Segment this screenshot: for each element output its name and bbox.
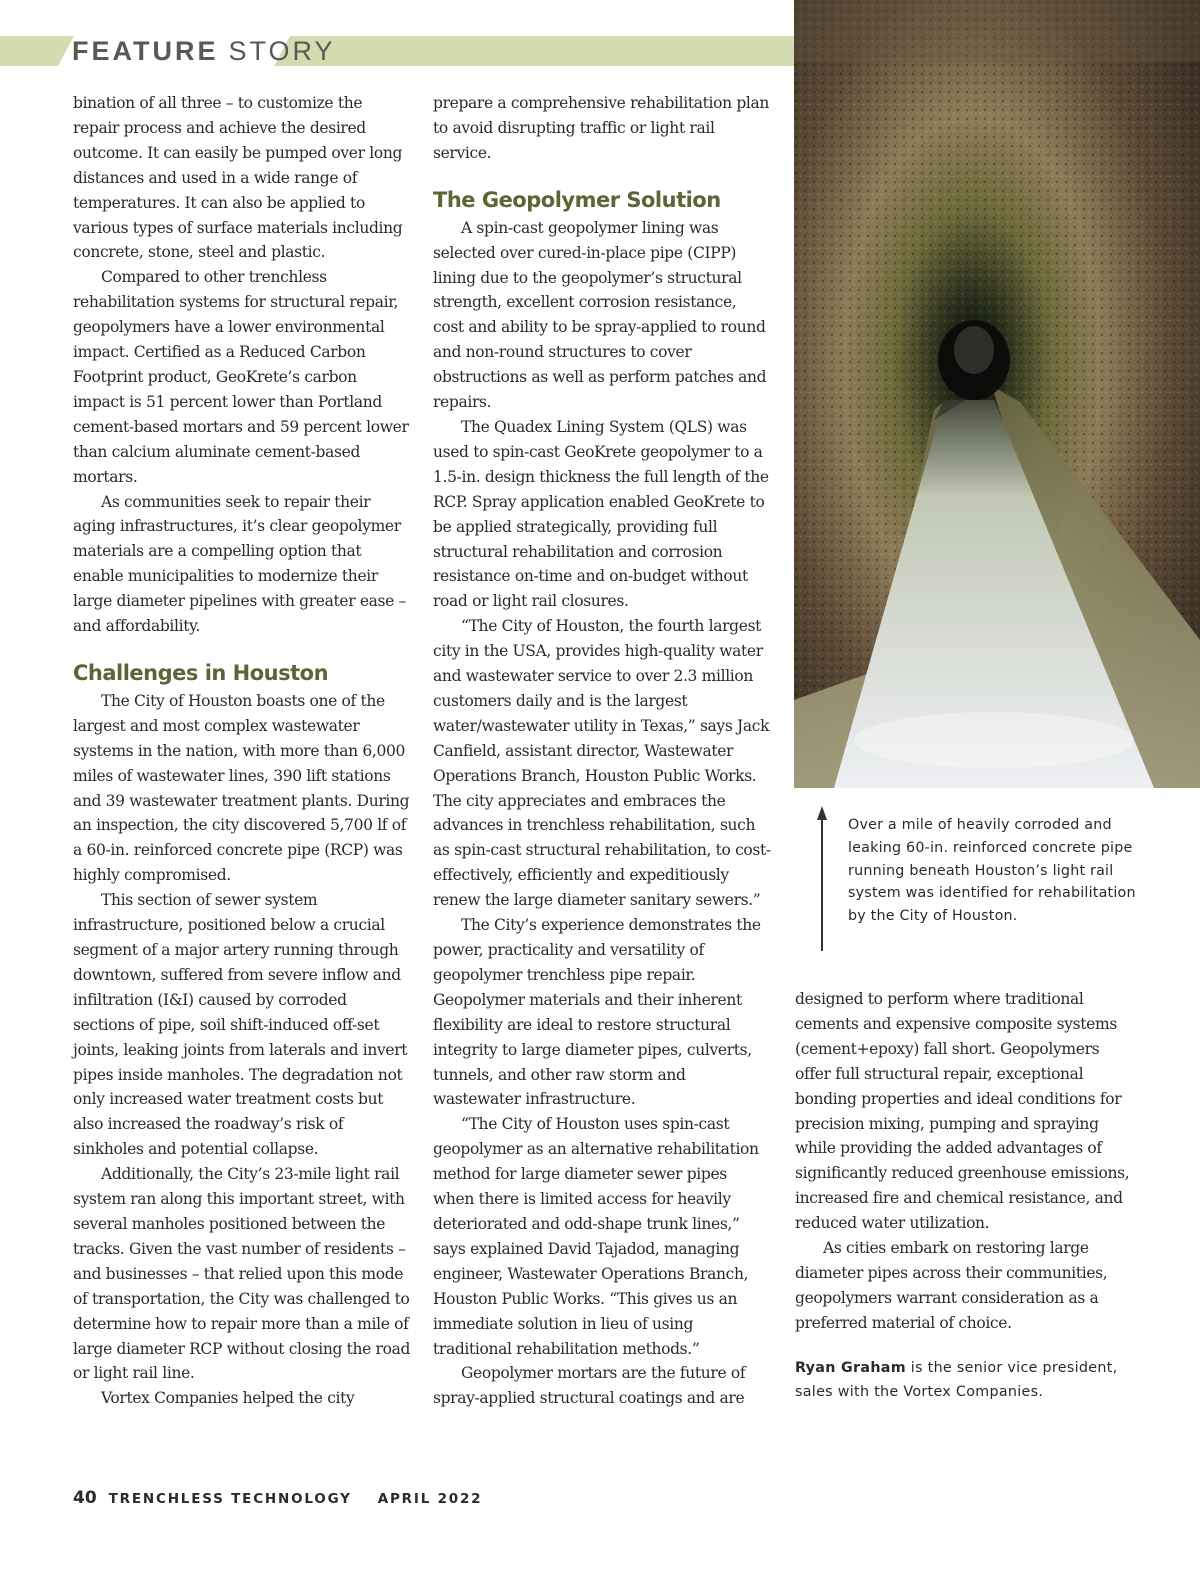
pipe-interior-photo (794, 0, 1200, 788)
paragraph: The Quadex Lining System (QLS) was used to spin-cast GeoKrete geopolymer to a 1.5-in. design thickness the full length of the RCP. Spray application enabled GeoKrete to be applied strategically, providing full structural rehabilitation and corrosion resistance on-time and on-budget without road or light rail closures. (433, 417, 769, 611)
author-name: Ryan Graham (795, 1359, 906, 1376)
paragraph: “The City of Houston uses spin-cast geopolymer as an alternative rehabilitation method for large diameter sewer pipes when there is limited access for heavily deteriorated and odd-shape trunk lines,” says explained David Tajadod, managing engineer, Wastewater Operations Branch, Houston Public Works. “This gives us an immediate solution in lieu of using traditional rehabilitation methods.” (433, 1115, 759, 1358)
paragraph: Vortex Companies helped the city (101, 1389, 355, 1408)
paragraph: This section of sewer system infrastructure, positioned below a crucial segment of a major artery running through downtown, suffered from severe inflow and infiltration (I&I) caused by corroded sections of pipe, soil shift-induced off-set joints, leaking joints from laterals and invert pipes inside manholes. The degradation not only increased water treatment costs but also increased the roadway’s risk of sinkholes and potential collapse. (73, 891, 408, 1159)
magazine-name: TRENCHLESS TECHNOLOGY (108, 1491, 352, 1507)
paragraph: Additionally, the City’s 23-mile light rail system ran along this important street, with several manholes positioned between the tracks. Given the vast number of residents – and businesses – that relied upon this mode of transportation, the City was challenged to determine how to repair more than a mile of large diameter RCP without closing the road or light rail line. (73, 1165, 411, 1383)
section-heading-geopolymer-solution: The Geopolymer Solution (433, 187, 721, 212)
paragraph: Compared to other trenchless rehabilitation systems for structural repair, geopolymers have a lower environmental impact. Certified as a Reduced Carbon Footprint product, GeoKrete’s carbon impact is 51 percent lower than Portland cement-based mortars and 59 percent lower than calcium aluminate cement-based mortars. (73, 268, 409, 486)
paragraph: prepare a comprehensive rehabilitation plan to avoid disrupting traffic or light rail service. (433, 94, 770, 162)
author-bio-text: is the senior vice president, sales with the Vortex Companies. (795, 1359, 1118, 1401)
photo-caption: Over a mile of heavily corroded and leaking 60-in. reinforced concrete pipe running beneath Houston’s light rail system was identified for rehabilitation by the City of Houston. (848, 817, 1136, 925)
paragraph: The City’s experience demonstrates the power, practicality and versatility of geopolymer trenchless pipe repair. Geopolymer materials and their inherent flexibility are ideal to restore structural integrity to large diameter pipes, culverts, tunnels, and other raw storm and wastewater infrastructure. (433, 916, 761, 1109)
paragraph: designed to perform where traditional cements and expensive composite systems (cement+epoxy) fall short. Geopolymers offer full structural repair, exceptional bonding properties and ideal conditions for precision mixing, pumping and spraying while providing the added advantages of significantly reduced greenhouse emissions, increased fire and chemical resistance, and reduced water utilization. (795, 990, 1130, 1233)
article-column-2 (433, 91, 771, 1411)
section-heading-challenges: Challenges in Houston (73, 660, 329, 685)
section-label-light: STORY (228, 36, 336, 66)
page-footer (73, 1488, 482, 1514)
section-label (72, 36, 336, 66)
article-column-1 (73, 91, 411, 1411)
paragraph: The City of Houston boasts one of the largest and most complex wastewater systems in the nation, with more than 6,000 miles of wastewater lines, 390 lift stations and 39 wastewater treatment plants. During an inspection, the city discovered 5,700 lf of a 60-in. reinforced concrete pipe (RCP) was highly compromised. (73, 691, 410, 885)
section-label-bold: FEATURE (72, 36, 219, 66)
author-bio (795, 1356, 1135, 1405)
paragraph: Geopolymer mortars are the future of spray-applied structural coatings and are (433, 1364, 746, 1408)
paragraph: “The City of Houston, the fourth largest city in the USA, provides high-quality water and wastewater service to over 2.3 million customers daily and is the largest water/wastewater utility in Texas,” says Jack Canfield, assistant director, Wastewater Operations Branch, Houston Public Works. The city appreciates and embraces the advances in trenchless rehabilitation, such as spin-cast structural rehabilitation, to cost-effectively, efficiently and expeditiously renew the large diameter sanitary sewers.” (433, 617, 771, 910)
issue-date: APRIL 2022 (377, 1491, 483, 1507)
arrow-up-icon (816, 806, 828, 951)
paragraph: A spin-cast geopolymer lining was selected over cured-in-place pipe (CIPP) lining due to the geopolymer’s structural strength, excellent corrosion resistance, cost and ability to be spray-applied to round and non-round structures to cover obstructions as well as perform patches and repairs. (433, 218, 767, 412)
paragraph: As cities embark on restoring large diameter pipes across their communities, geopolymers warrant consideration as a preferred material of choice. (795, 1239, 1108, 1332)
page-number: 40 (73, 1488, 97, 1508)
article-column-3 (795, 987, 1135, 1405)
paragraph: As communities seek to repair their aging infrastructures, it’s clear geopolymer materials are a compelling option that enable municipalities to modernize their large diameter pipelines with greater ease – and affordability. (73, 492, 406, 636)
paragraph: bination of all three – to customize the repair process and achieve the desired outcome. It can easily be pumped over long distances and used in a wide range of temperatures. It can also be applied to various types of surface materials including concrete, stone, steel and plastic. (73, 94, 403, 262)
